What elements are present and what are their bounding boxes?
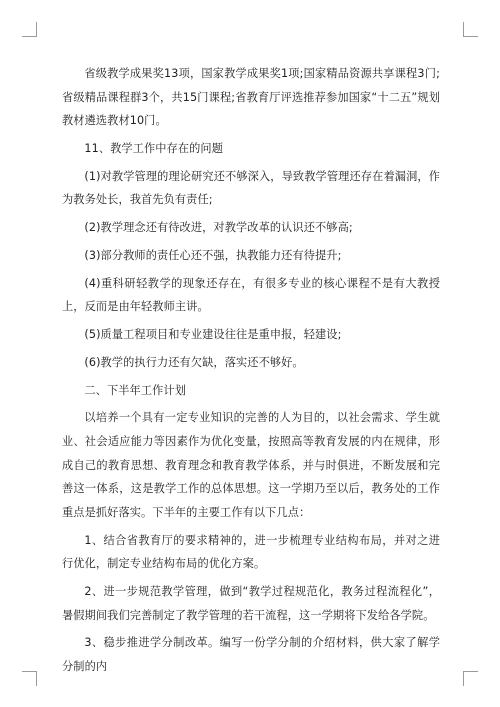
crop-mark-top-right (463, 22, 478, 37)
paragraph-plan-1: 1、结合省教育厅的要求精神的，进一步梳理专业结构布局，并对之进行优化，制定专业结构布局的优化方案。 (62, 533, 440, 571)
section-heading-problems: 11、教学工作中存在的问题 (84, 141, 223, 155)
document-body (62, 62, 440, 683)
paragraph-problem-2: (2)教学理念还有待改进，对教学改革的认识还不够高; (84, 221, 353, 235)
paragraph-problem-4: (4)重科研轻教学的现象还存在，有很多专业的核心课程不是有大教授上，反而是由年轻教师主讲。 (62, 276, 440, 314)
paragraph-problem-3: (3)部分教师的责任心还不强，执教能力还有待提升; (84, 248, 342, 262)
paragraph-problem-1: (1)对教学管理的理论研究还不够深入，导致教学管理还存在着漏洞，作为教务处长，我首先负有责任; (62, 169, 440, 207)
paragraph-awards: 省级教学成果奖13项，国家教学成果奖1项;国家精品资源共享课程3门;省级精品课程群3个，共15门课程;省教育厅评选推荐参加国家“十二五”规划教材遴选教材10门。 (62, 67, 440, 128)
section-heading-plan: 二、下半年工作计划 (84, 383, 186, 397)
crop-mark-top-left (22, 22, 37, 37)
crop-mark-bottom-right (463, 671, 478, 686)
paragraph-problem-6: (6)教学的执行力还有欠缺，落实还不够好。 (84, 355, 304, 369)
paragraph-plan-overview: 以培养一个具有一定专业知识的完善的人为目的，以社会需求、学生就业、社会适应能力等因素作为优化变量，按照高等教育发展的内在规律，形成自己的教育思想、教育理念和教育教学体系，并与时俱进，不断发展和完善这一体系，这是教学工作的总体思想。这一学期乃至以后，教务处的工作重点是抓好落实。下半年的主要工作有以下几点： (62, 411, 440, 519)
paragraph-plan-2: 2、进一步规范教学管理，做到“教学过程规范化，教务过程流程化”，暑假期间我们完善制定了教学管理的若干流程，这一学期将下发给各学院。 (62, 584, 440, 622)
paragraph-problem-5: (5)质量工程项目和专业建设往往是重申报，轻建设; (84, 328, 342, 342)
paragraph-plan-3: 3、稳步推进学分制改革。编写一份学分制的介绍材料，供大家了解学分制的内 (62, 636, 440, 673)
crop-mark-bottom-left (22, 671, 37, 686)
